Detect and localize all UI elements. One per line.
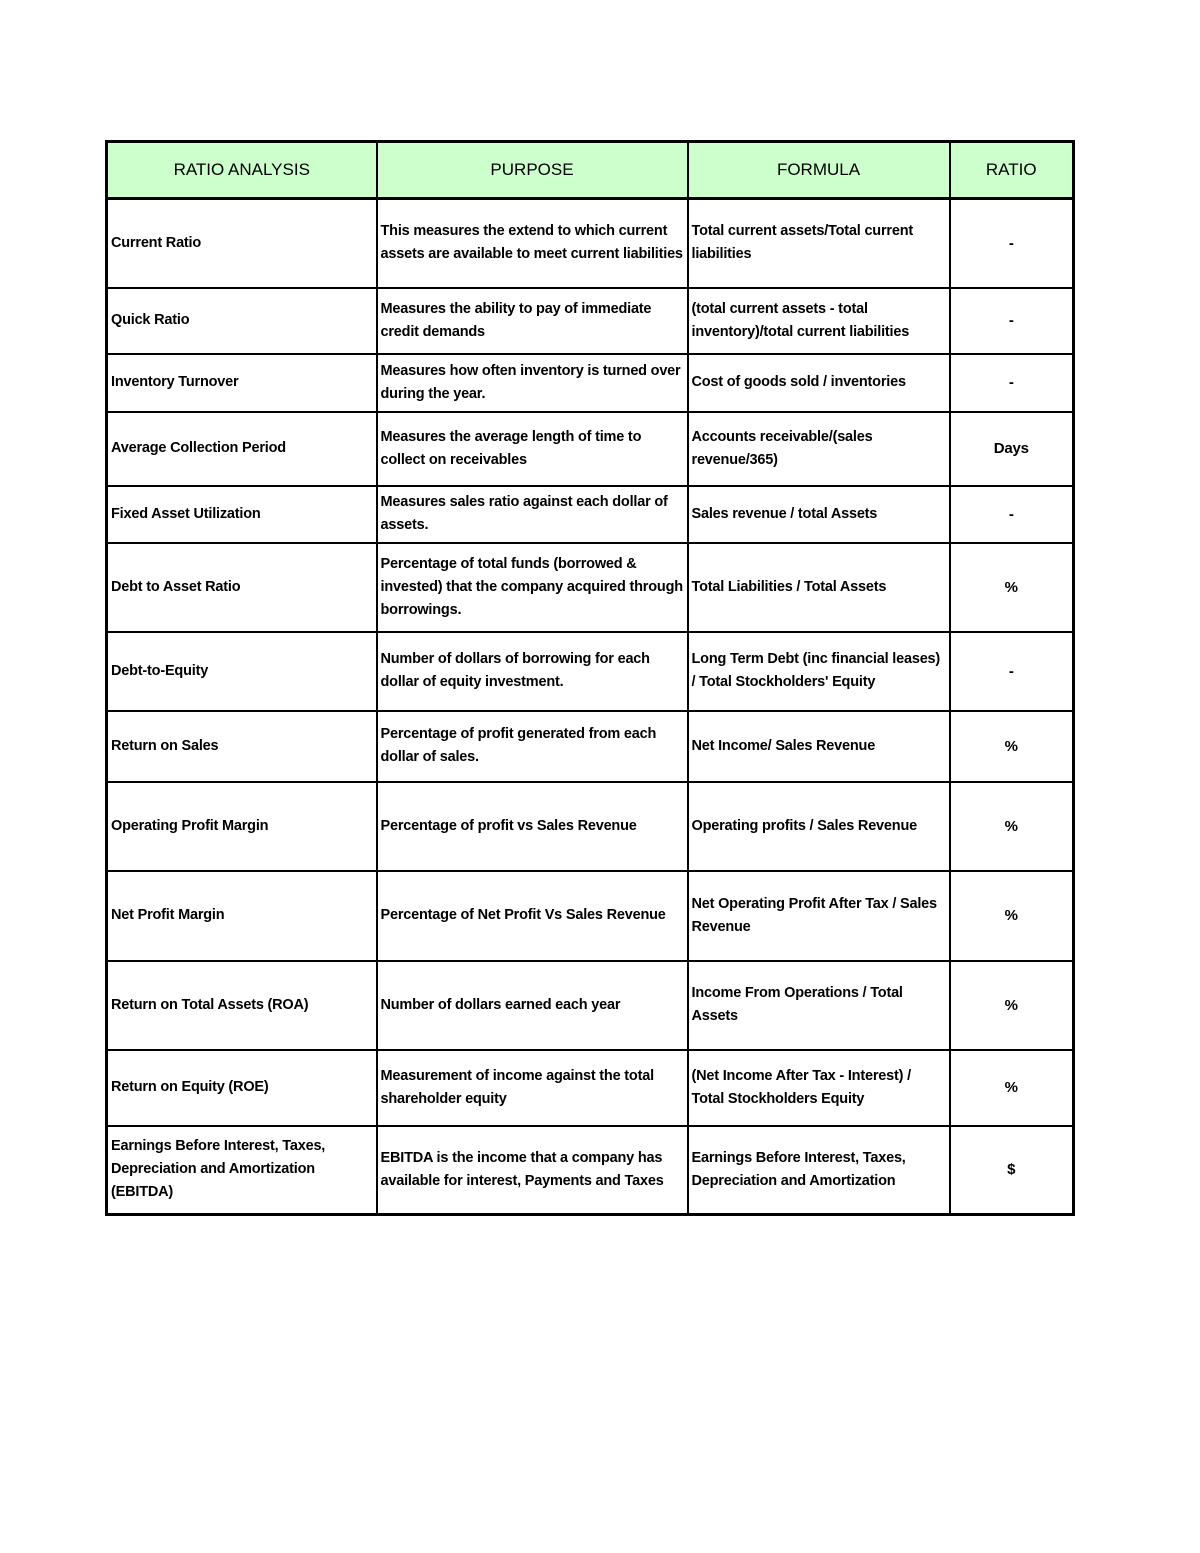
purpose-cell: Measures the average length of time to collect on receivables [377, 412, 688, 486]
header-formula: FORMULA [688, 142, 950, 199]
purpose-cell: Measures sales ratio against each dollar of assets. [377, 486, 688, 543]
formula-cell: Total current assets/Total current liabilities [688, 199, 950, 288]
ratio-name-cell: Debt-to-Equity [107, 632, 377, 711]
table-row [107, 412, 1074, 486]
purpose-cell: This measures the extend to which current assets are available to meet current liabilities [377, 199, 688, 288]
ratio-name-cell: Inventory Turnover [107, 354, 377, 412]
ratio-cell: % [950, 711, 1074, 782]
header-purpose: PURPOSE [377, 142, 688, 199]
table-row [107, 871, 1074, 961]
formula-cell: Long Term Debt (inc financial leases) / Total Stockholders' Equity [688, 632, 950, 711]
ratio-cell: % [950, 961, 1074, 1050]
ratio-name-cell: Return on Sales [107, 711, 377, 782]
purpose-cell: Measures how often inventory is turned over during the year. [377, 354, 688, 412]
ratio-cell: - [950, 199, 1074, 288]
table-row [107, 782, 1074, 871]
ratio-name-cell: Average Collection Period [107, 412, 377, 486]
formula-cell: Earnings Before Interest, Taxes, Depreciation and Amortization [688, 1126, 950, 1215]
purpose-cell: Percentage of profit generated from each dollar of sales. [377, 711, 688, 782]
ratio-name-cell: Fixed Asset Utilization [107, 486, 377, 543]
formula-cell: Operating profits / Sales Revenue [688, 782, 950, 871]
ratio-cell: % [950, 782, 1074, 871]
ratio-name-cell: Operating Profit Margin [107, 782, 377, 871]
table-row [107, 711, 1074, 782]
ratio-name-cell: Quick Ratio [107, 288, 377, 354]
ratio-cell: % [950, 1050, 1074, 1126]
ratio-name-cell: Current Ratio [107, 199, 377, 288]
header-ratio-analysis: RATIO ANALYSIS [107, 142, 377, 199]
ratio-cell: % [950, 543, 1074, 632]
purpose-cell: Number of dollars earned each year [377, 961, 688, 1050]
formula-cell: Total Liabilities / Total Assets [688, 543, 950, 632]
ratio-name-cell: Net Profit Margin [107, 871, 377, 961]
ratio-name-cell: Debt to Asset Ratio [107, 543, 377, 632]
table-row [107, 199, 1074, 288]
formula-cell: Income From Operations / Total Assets [688, 961, 950, 1050]
formula-cell: (Net Income After Tax - Interest) / Total Stockholders Equity [688, 1050, 950, 1126]
ratio-name-cell: Earnings Before Interest, Taxes, Depreciation and Amortization (EBITDA) [107, 1126, 377, 1215]
formula-cell: Net Operating Profit After Tax / Sales Revenue [688, 871, 950, 961]
formula-cell: (total current assets - total inventory)/total current liabilities [688, 288, 950, 354]
table-row [107, 486, 1074, 543]
formula-cell: Sales revenue / total Assets [688, 486, 950, 543]
purpose-cell: Percentage of Net Profit Vs Sales Revenue [377, 871, 688, 961]
formula-cell: Accounts receivable/(sales revenue/365) [688, 412, 950, 486]
ratio-name-cell: Return on Total Assets (ROA) [107, 961, 377, 1050]
header-row [107, 142, 1074, 199]
ratio-cell: - [950, 354, 1074, 412]
table-row [107, 288, 1074, 354]
purpose-cell: Measurement of income against the total shareholder equity [377, 1050, 688, 1126]
table-row [107, 632, 1074, 711]
table-row [107, 1126, 1074, 1215]
ratio-analysis-table [105, 140, 1075, 1216]
ratio-cell: Days [950, 412, 1074, 486]
purpose-cell: Percentage of profit vs Sales Revenue [377, 782, 688, 871]
table-row [107, 354, 1074, 412]
ratio-cell: - [950, 632, 1074, 711]
ratio-cell: % [950, 871, 1074, 961]
formula-cell: Net Income/ Sales Revenue [688, 711, 950, 782]
purpose-cell: Percentage of total funds (borrowed & invested) that the company acquired through borrowings. [377, 543, 688, 632]
ratio-cell: - [950, 288, 1074, 354]
ratio-cell: $ [950, 1126, 1074, 1215]
purpose-cell: EBITDA is the income that a company has available for interest, Payments and Taxes [377, 1126, 688, 1215]
purpose-cell: Number of dollars of borrowing for each dollar of equity investment. [377, 632, 688, 711]
ratio-name-cell: Return on Equity (ROE) [107, 1050, 377, 1126]
table-row [107, 961, 1074, 1050]
formula-cell: Cost of goods sold / inventories [688, 354, 950, 412]
ratio-cell: - [950, 486, 1074, 543]
purpose-cell: Measures the ability to pay of immediate credit demands [377, 288, 688, 354]
header-ratio: RATIO [950, 142, 1074, 199]
table-row [107, 543, 1074, 632]
table-row [107, 1050, 1074, 1126]
